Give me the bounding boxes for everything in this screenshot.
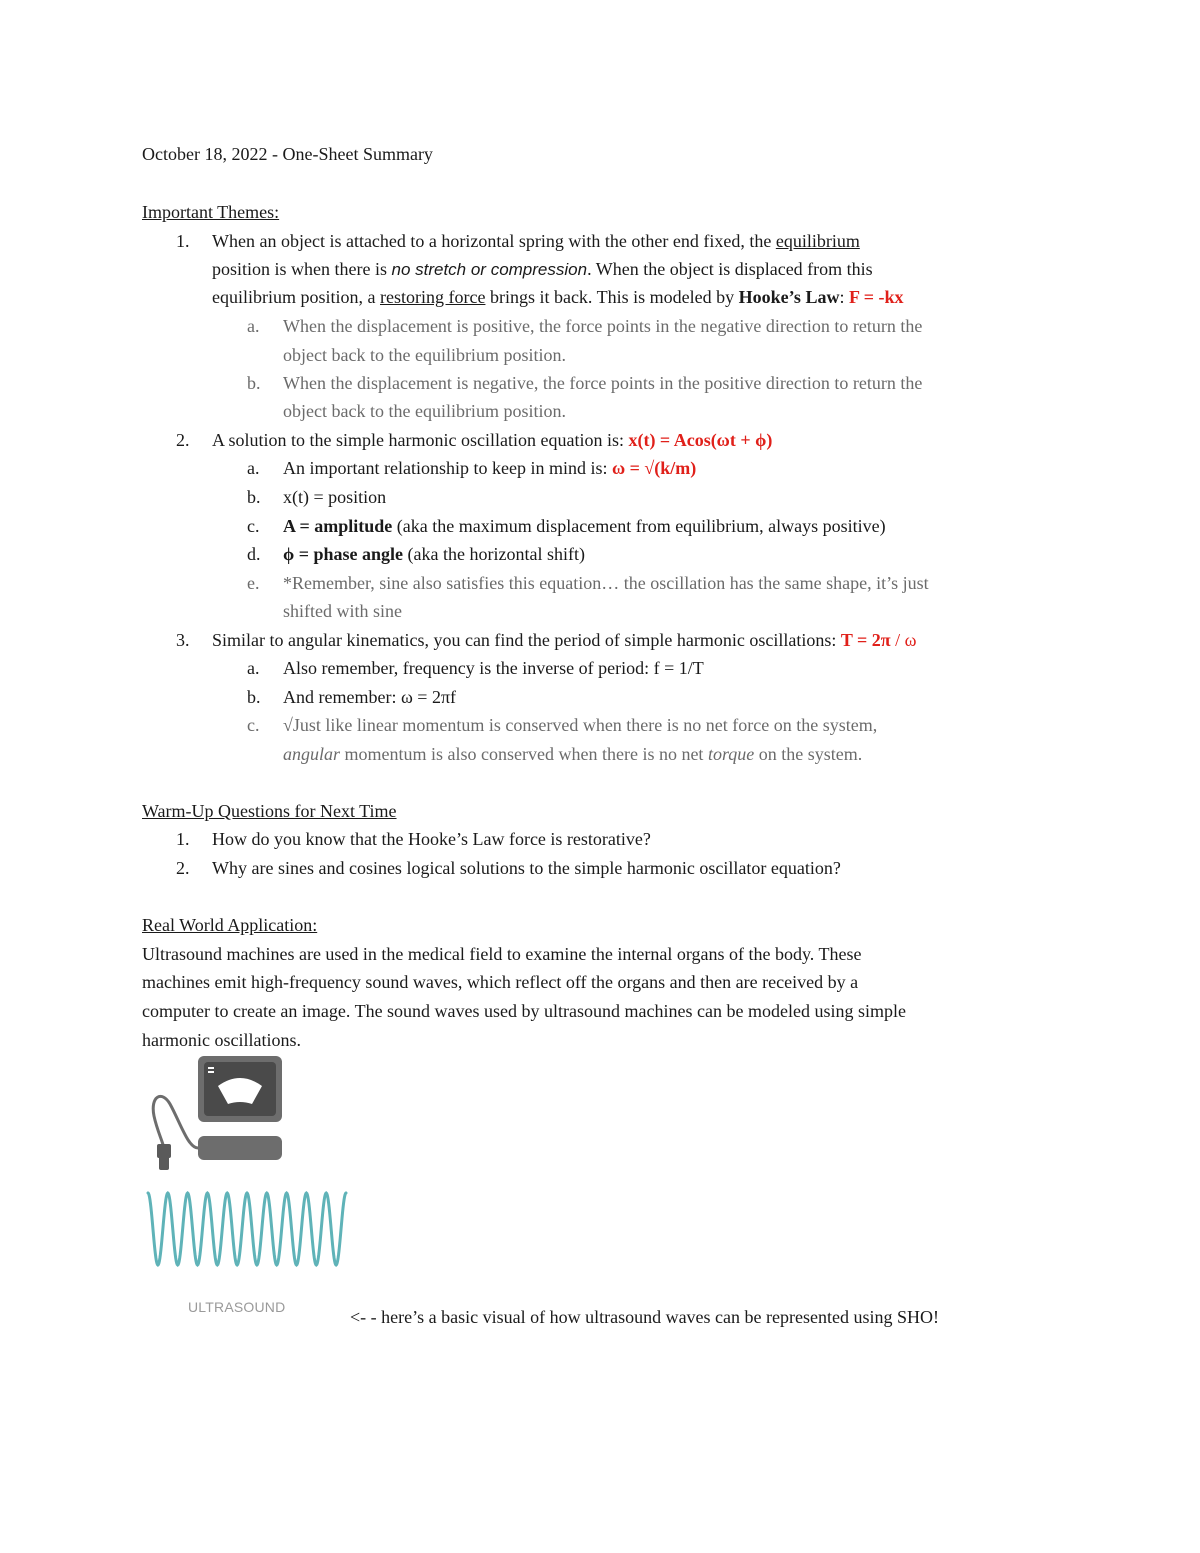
application-heading: Real World Application:: [142, 915, 318, 935]
sub-marker: d.: [247, 544, 261, 564]
sub-marker: a.: [247, 316, 260, 336]
figure-label: ULTRASOUND: [188, 1299, 286, 1315]
text-run: (aka the maximum displacement from equilibrium, always positive): [392, 516, 886, 536]
sub-item-text: object back to the equilibrium position.: [283, 345, 566, 365]
equation-omega: ω = √(k/m): [611, 458, 697, 478]
sub-item-text: [283, 515, 886, 537]
sub-item-text: √Just like linear momentum is conserved when there is no net force on the system,: [283, 715, 878, 735]
emphasis-text: torque: [707, 744, 755, 764]
figure-caption: <- - here’s a basic visual of how ultrasound waves can be represented using SHO!: [350, 1307, 939, 1327]
sub-item-text: When the displacement is positive, the force points in the negative direction to return the: [283, 316, 923, 336]
item-number: 1.: [176, 829, 190, 849]
ultrasound-machine-icon: [153, 1056, 282, 1170]
probe-handle: [157, 1144, 171, 1158]
sub-item-text: object back to the equilibrium position.: [283, 401, 566, 421]
equation-period: T = 2π: [840, 630, 891, 650]
sub-marker: b.: [247, 373, 261, 393]
text-run: brings it back. This is modeled by: [485, 287, 739, 307]
application-paragraph-line: computer to create an image. The sound waves used by ultrasound machines can be modeled using simple: [142, 1001, 906, 1021]
text-run: Similar to angular kinematics, you can find the period of simple harmonic oscillations:: [212, 630, 841, 650]
item-number: 2.: [176, 858, 190, 878]
term-equilibrium: equilibrium: [775, 231, 860, 251]
text-run: When an object is attached to a horizontal spring with the other end fixed, the: [212, 231, 776, 251]
item1-line3: [212, 286, 904, 308]
sub-marker: c.: [247, 715, 260, 735]
sub-marker: c.: [247, 516, 260, 536]
ultrasound-illustration: [140, 1052, 360, 1292]
item1-line1: [212, 230, 860, 252]
term-hookes-law: Hooke’s Law: [738, 287, 840, 307]
application-paragraph-line: harmonic oscillations.: [142, 1030, 301, 1050]
item-number: 2.: [176, 430, 190, 450]
sub-marker: b.: [247, 687, 261, 707]
text-run: momentum is also conserved when there is no net: [340, 744, 708, 764]
sub-marker: a.: [247, 658, 260, 678]
machine-console: [198, 1136, 282, 1160]
warmup-question: How do you know that the Hooke’s Law force is restorative?: [212, 829, 651, 849]
probe-cable: [153, 1096, 198, 1148]
probe-head: [159, 1156, 169, 1170]
emphasis-text: angular: [283, 744, 341, 764]
themes-heading: Important Themes:: [142, 202, 280, 222]
term-restoring-force: restoring force: [380, 287, 486, 307]
item-number: 3.: [176, 630, 190, 650]
sub-item-text: Also remember, frequency is the inverse of period: f = 1/T: [283, 658, 704, 678]
sub-item-text: [283, 543, 585, 565]
equation-hooke: F = -kx: [848, 287, 904, 307]
item-number: 1.: [176, 231, 190, 251]
text-run: position is when there is: [212, 259, 392, 279]
warmup-question: Why are sines and cosines logical solutions to the simple harmonic oscillator equation?: [212, 858, 841, 878]
sho-wave-icon: [148, 1193, 346, 1265]
sub-marker: e.: [247, 573, 260, 593]
text-run: equilibrium position, a: [212, 287, 380, 307]
warmup-heading: Warm-Up Questions for Next Time: [142, 801, 397, 821]
sub-item-text: x(t) = position: [283, 487, 387, 507]
text-run: :: [839, 287, 849, 307]
sub-item-text: *Remember, sine also satisfies this equation… the oscillation has the same shape, it’s just: [283, 573, 929, 593]
application-paragraph-line: Ultrasound machines are used in the medical field to examine the internal organs of the body. These: [142, 944, 862, 964]
equation-period-tail: / ω: [890, 630, 917, 650]
text-run: An important relationship to keep in mind is:: [283, 458, 612, 478]
emphasis-text: no stretch or compression: [391, 260, 588, 279]
item2-line1: [212, 429, 772, 451]
sub-item-text: And remember: ω = 2πf: [283, 687, 457, 707]
sub-item-text: [283, 457, 696, 479]
sub-item-text: [283, 743, 862, 765]
application-paragraph-line: machines emit high-frequency sound waves, which reflect off the organs and then are received by a: [142, 972, 859, 992]
text-run: . When the object is displaced from this: [587, 259, 873, 279]
text-run: (aka the horizontal shift): [403, 544, 585, 564]
sub-item-text: When the displacement is negative, the force points in the positive direction to return the: [283, 373, 923, 393]
sub-marker: b.: [247, 487, 261, 507]
item3-line1: [212, 629, 917, 651]
sub-marker: a.: [247, 458, 260, 478]
term-amplitude: A = amplitude: [283, 516, 393, 536]
sub-item-text: shifted with sine: [283, 601, 402, 621]
item1-line2: [212, 258, 873, 281]
document-title: October 18, 2022 - One-Sheet Summary: [142, 144, 433, 164]
term-phase-angle: ϕ = phase angle: [283, 544, 404, 564]
text-run: A solution to the simple harmonic oscillation equation is:: [212, 430, 629, 450]
text-run: on the system.: [754, 744, 863, 764]
equation-solution: x(t) = Acos(ωt + ϕ): [628, 430, 773, 450]
